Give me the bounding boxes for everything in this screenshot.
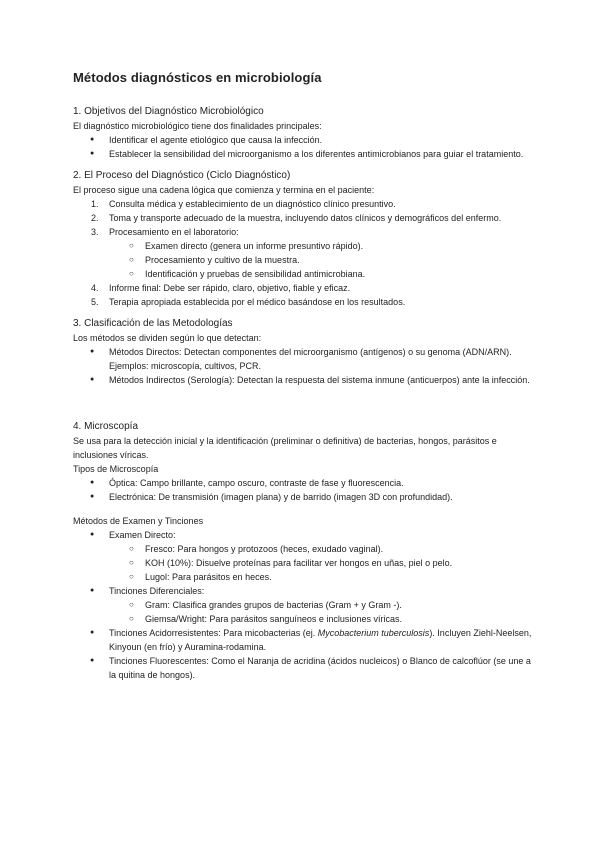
list-item: ● Óptica: Campo brillante, campo oscuro, contraste de fase y fluorescencia. [73, 476, 540, 490]
section-3-intro: Los métodos se dividen según lo que detectan: [73, 333, 262, 343]
list-item: ● Tinciones Acidorresistentes: Para micobacterias (ej. Mycobacterium tuberculosis). Incluyen Ziehl-Neelsen, Kinyoun (en frío) y Auramina-rodamina. [73, 626, 540, 654]
list-item: 1. Consulta médica y establecimiento de un diagnóstico clínico presuntivo. [91, 199, 396, 209]
section-1-heading: 1. Objetivos del Diagnóstico Microbiológico [73, 106, 264, 117]
list-item: 4. Informe final: Debe ser rápido, claro, objetivo, fiable y eficaz. [91, 283, 351, 293]
sub-list-item: ○ Procesamiento y cultivo de la muestra. [73, 253, 540, 267]
types-list [73, 476, 540, 504]
types-title: Tipos de Microscopía [73, 464, 159, 474]
page-title: Métodos diagnósticos en microbiología [73, 70, 322, 85]
list-item: ● Establecer la sensibilidad del microorganismo a los diferentes antimicrobianos para guiar el tratamiento. [73, 147, 540, 161]
section-2-intro: El proceso sigue una cadena lógica que comienza y termina en el paciente: [73, 185, 375, 195]
sub-list-item: ○ Fresco: Para hongos y protozoos (heces, exudado vaginal). [73, 542, 540, 556]
sub-list-item: ○ Identificación y pruebas de sensibilidad antimicrobiana. [73, 267, 540, 281]
methods-title: Métodos de Examen y Tinciones [73, 516, 204, 526]
methods-list [73, 528, 540, 682]
list-item: ● Tinciones Diferenciales: [73, 584, 540, 598]
sub-list-item: ○ KOH (10%): Disuelve proteínas para facilitar ver hongos en uñas, piel o pelo. [73, 556, 540, 570]
sub-list-item: ○ Lugol: Para parásitos en heces. [73, 570, 540, 584]
sub-list-item: ○ Giemsa/Wright: Para parásitos sanguíneos e inclusiones víricas. [73, 612, 540, 626]
sub-list-item: ○ Examen directo (genera un informe presuntivo rápido). [73, 239, 540, 253]
list-item: ● Métodos Directos: Detectan componentes del microorganismo (antígenos) o su genoma (ADN/ARN). Ejemplos: microscopía, cultivos, PCR. [73, 345, 540, 373]
list-item: 3. Procesamiento en el laboratorio: [91, 227, 239, 237]
list-item: ● Tinciones Fluorescentes: Como el Naranja de acridina (ácidos nucleicos) o Blanco de calcoflúor (se une a la quitina de hongos). [73, 654, 540, 682]
section-4-heading: 4. Microscopía [73, 421, 139, 432]
sub-list-item: ○ Gram: Clasifica grandes grupos de bacterias (Gram + y Gram -). [73, 598, 540, 612]
section-3-list [73, 345, 540, 387]
section-2-heading: 2. El Proceso del Diagnóstico (Ciclo Diagnóstico) [73, 170, 291, 181]
section-1-list [73, 133, 540, 161]
list-item: ● Electrónica: De transmisión (imagen plana) y de barrido (imagen 3D con profundidad). [73, 490, 540, 504]
list-item: 5. Terapia apropiada establecida por el médico basándose en los resultados. [91, 297, 406, 307]
list-item: ● Examen Directo: [73, 528, 540, 542]
list-item: ● Identificar el agente etiológico que causa la infección. [73, 133, 540, 147]
list-item: 2. Toma y transporte adecuado de la muestra, incluyendo datos clínicos y demográficos del enfermo. [91, 213, 502, 223]
section-4-intro: Se usa para la detección inicial y la identificación (preliminar o definitiva) de bacterias, hongos, parásitos e inclusiones víricas. [73, 436, 497, 460]
section-3-heading: 3. Clasificación de las Metodologías [73, 318, 233, 329]
section-2-steps [73, 197, 540, 309]
list-item: ● Métodos Indirectos (Serología): Detectan la respuesta del sistema inmune (anticuerpos) ante la infección. [73, 373, 540, 387]
section-1-intro: El diagnóstico microbiológico tiene dos finalidades principales: [73, 121, 322, 131]
